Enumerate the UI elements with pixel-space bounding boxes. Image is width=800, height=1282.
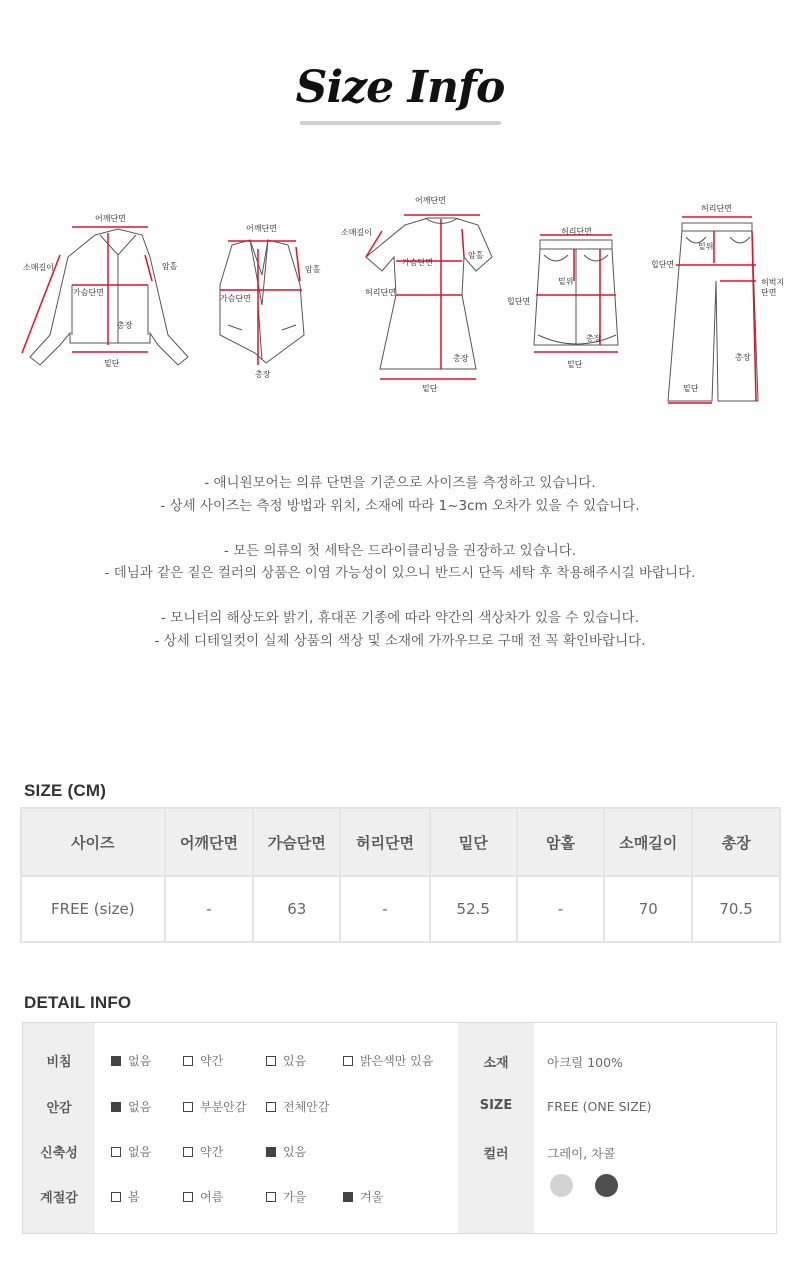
pants-length-label: 총장 — [735, 353, 751, 362]
dress-shoulder-label: 어깨단면 — [415, 196, 446, 205]
cell-size: FREE (size) — [21, 876, 165, 942]
lining-label: 안감 — [46, 1101, 72, 1116]
measurement-diagrams — [0, 185, 800, 415]
skirt-diagram — [534, 240, 618, 345]
note-line: - 모니터의 해상도와 밝기, 휴대폰 기종에 따라 약간의 색상차가 있을 수 있습니다. — [161, 610, 639, 626]
option-item — [343, 1052, 433, 1069]
option-label: 약간 — [200, 1145, 224, 1159]
option-label: 겨울 — [360, 1190, 384, 1204]
jacket-diagram — [30, 229, 188, 365]
title-underline — [300, 121, 501, 125]
measurement-lines — [22, 215, 756, 403]
size-value: FREE (ONE SIZE) — [547, 1099, 652, 1114]
option-item — [183, 1188, 223, 1205]
diagram-labels — [23, 195, 784, 393]
detail-info-panel — [22, 1022, 777, 1234]
page-title: Size Info — [295, 62, 505, 113]
garment-diagrams-svg — [0, 185, 800, 415]
option-label: 가을 — [283, 1190, 307, 1204]
material-label: 소재 — [483, 1056, 509, 1071]
jacket-chest-label: 가슴단면 — [73, 288, 104, 297]
checkbox-checked-icon — [111, 1102, 121, 1112]
jacket-shoulder-label: 어깨단면 — [95, 214, 126, 223]
size-section-title: SIZE (CM) — [24, 781, 107, 800]
checkbox-empty-icon — [183, 1192, 193, 1202]
checkbox-empty-icon — [266, 1056, 276, 1066]
header-shoulder: 어깨단면 — [165, 808, 254, 876]
cell-waist: - — [340, 876, 430, 942]
option-item — [111, 1188, 140, 1205]
pants-hem-label: 밑단 — [683, 384, 699, 393]
jacket-length-label: 총장 — [117, 321, 133, 330]
header-chest: 가슴단면 — [253, 808, 340, 876]
skirt-hip-label: 힙단면 — [507, 297, 531, 306]
season-label: 계절감 — [40, 1191, 78, 1206]
dress-hem-label: 밑단 — [422, 384, 438, 393]
option-item — [183, 1098, 246, 1115]
notes-group-washing — [0, 540, 800, 585]
option-item — [111, 1143, 151, 1160]
jacket-armhole-label: 암홀 — [162, 262, 178, 271]
size-notes — [0, 472, 800, 675]
option-item — [266, 1052, 306, 1069]
option-item — [266, 1098, 329, 1115]
checkbox-empty-icon — [343, 1056, 353, 1066]
option-label: 봄 — [128, 1190, 140, 1204]
cell-sleeve: 70 — [604, 876, 692, 942]
checkbox-empty-icon — [111, 1147, 121, 1157]
dress-armhole-label: 암홀 — [468, 251, 484, 260]
dress-length-label: 총장 — [453, 354, 469, 363]
option-item — [343, 1188, 383, 1205]
checkbox-empty-icon — [266, 1102, 276, 1112]
jacket-sleeve-label: 소매길이 — [23, 263, 54, 272]
option-item — [111, 1098, 151, 1115]
skirt-hem-label: 밑단 — [567, 360, 583, 369]
jacket-hem-label: 밑단 — [104, 359, 120, 368]
note-line: - 상세 디테일컷이 실제 상품의 색상 및 소재에 가까우므로 구매 전 꼭 확인바랍니다. — [154, 632, 646, 649]
header-armhole: 암홀 — [517, 808, 605, 876]
checkbox-checked-icon — [343, 1192, 353, 1202]
checkbox-checked-icon — [266, 1147, 276, 1157]
cell-armhole: - — [517, 876, 605, 942]
vest-armhole-label: 암홀 — [305, 265, 321, 274]
option-label: 약간 — [200, 1054, 224, 1068]
skirt-waist-label: 허리단면 — [561, 227, 592, 236]
note-line: - 데님과 같은 짙은 컬러의 상품은 이염 가능성이 있으니 반드시 단독 세탁 후 착용해주시길 바랍니다. — [104, 565, 696, 581]
notes-group-measurement — [0, 472, 800, 517]
pants-thigh-label: 허벅지 단면 — [761, 278, 785, 297]
option-item — [266, 1188, 306, 1205]
checkbox-empty-icon — [111, 1192, 121, 1202]
option-label: 밝은색만 있음 — [360, 1054, 434, 1068]
header-hem: 밑단 — [430, 808, 517, 876]
dress-chest-label: 가슴단면 — [402, 258, 433, 267]
notes-group-color — [0, 607, 800, 652]
option-label: 없음 — [128, 1100, 152, 1114]
option-label: 있음 — [283, 1054, 307, 1068]
color-label: 컬러 — [483, 1147, 509, 1162]
skirt-length-label: 총장 — [586, 334, 602, 343]
pants-waist-label: 허리단면 — [701, 204, 732, 213]
checkbox-empty-icon — [266, 1192, 276, 1202]
option-item — [183, 1052, 223, 1069]
note-line: - 애니원모어는 의류 단면을 기준으로 사이즈를 측정하고 있습니다. — [204, 475, 596, 491]
cell-shoulder: - — [165, 876, 254, 942]
material-value: 아크릴 100% — [547, 1055, 623, 1070]
cell-chest: 63 — [253, 876, 340, 942]
charcoal-color-swatch[interactable] — [595, 1174, 618, 1197]
option-item — [183, 1143, 223, 1160]
option-label: 없음 — [128, 1054, 152, 1068]
detail-section-title: DETAIL INFO — [24, 993, 132, 1012]
header-size: 사이즈 — [21, 808, 165, 876]
size-label: SIZE — [479, 1098, 513, 1113]
dress-sleeve-label: 소매길이 — [341, 228, 372, 237]
header-waist: 허리단면 — [340, 808, 430, 876]
vest-shoulder-label: 어깨단면 — [246, 224, 277, 233]
checkbox-empty-icon — [183, 1147, 193, 1157]
option-label: 부분안감 — [200, 1100, 247, 1114]
checkbox-empty-icon — [183, 1102, 193, 1112]
gray-color-swatch[interactable] — [550, 1174, 573, 1197]
option-item — [266, 1143, 306, 1160]
vest-chest-label: 가슴단면 — [220, 294, 251, 303]
cell-length: 70.5 — [692, 876, 780, 942]
note-line: - 상세 사이즈는 측정 방법과 위치, 소재에 따라 1~3cm 오차가 있을 수 있습니다. — [160, 497, 640, 514]
option-label: 여름 — [200, 1190, 224, 1204]
size-table — [20, 807, 781, 943]
option-item — [111, 1052, 151, 1069]
pants-hip-label: 힙단면 — [651, 260, 675, 269]
header-length: 총장 — [692, 808, 780, 876]
option-label: 있음 — [283, 1145, 307, 1159]
color-value: 그레이, 차콜 — [547, 1146, 616, 1161]
option-label: 전체안감 — [283, 1100, 330, 1114]
cell-hem: 52.5 — [430, 876, 517, 942]
size-table-header-row — [21, 808, 780, 876]
note-line: - 모든 의류의 첫 세탁은 드라이클리닝을 권장하고 있습니다. — [223, 542, 577, 559]
table-row — [21, 876, 780, 942]
dress-waist-label: 허리단면 — [365, 288, 396, 297]
vest-length-label: 총장 — [255, 370, 271, 379]
header-sleeve: 소매길이 — [604, 808, 692, 876]
option-label: 없음 — [128, 1145, 152, 1159]
checkbox-checked-icon — [111, 1056, 121, 1066]
checkbox-empty-icon — [183, 1056, 193, 1066]
stretch-label: 신축성 — [40, 1146, 78, 1161]
sheerness-label: 비침 — [46, 1055, 72, 1070]
skirt-rise-label: 밑위 — [558, 277, 574, 286]
size-info-header — [0, 62, 800, 113]
pants-rise-label: 밑위 — [698, 242, 714, 251]
